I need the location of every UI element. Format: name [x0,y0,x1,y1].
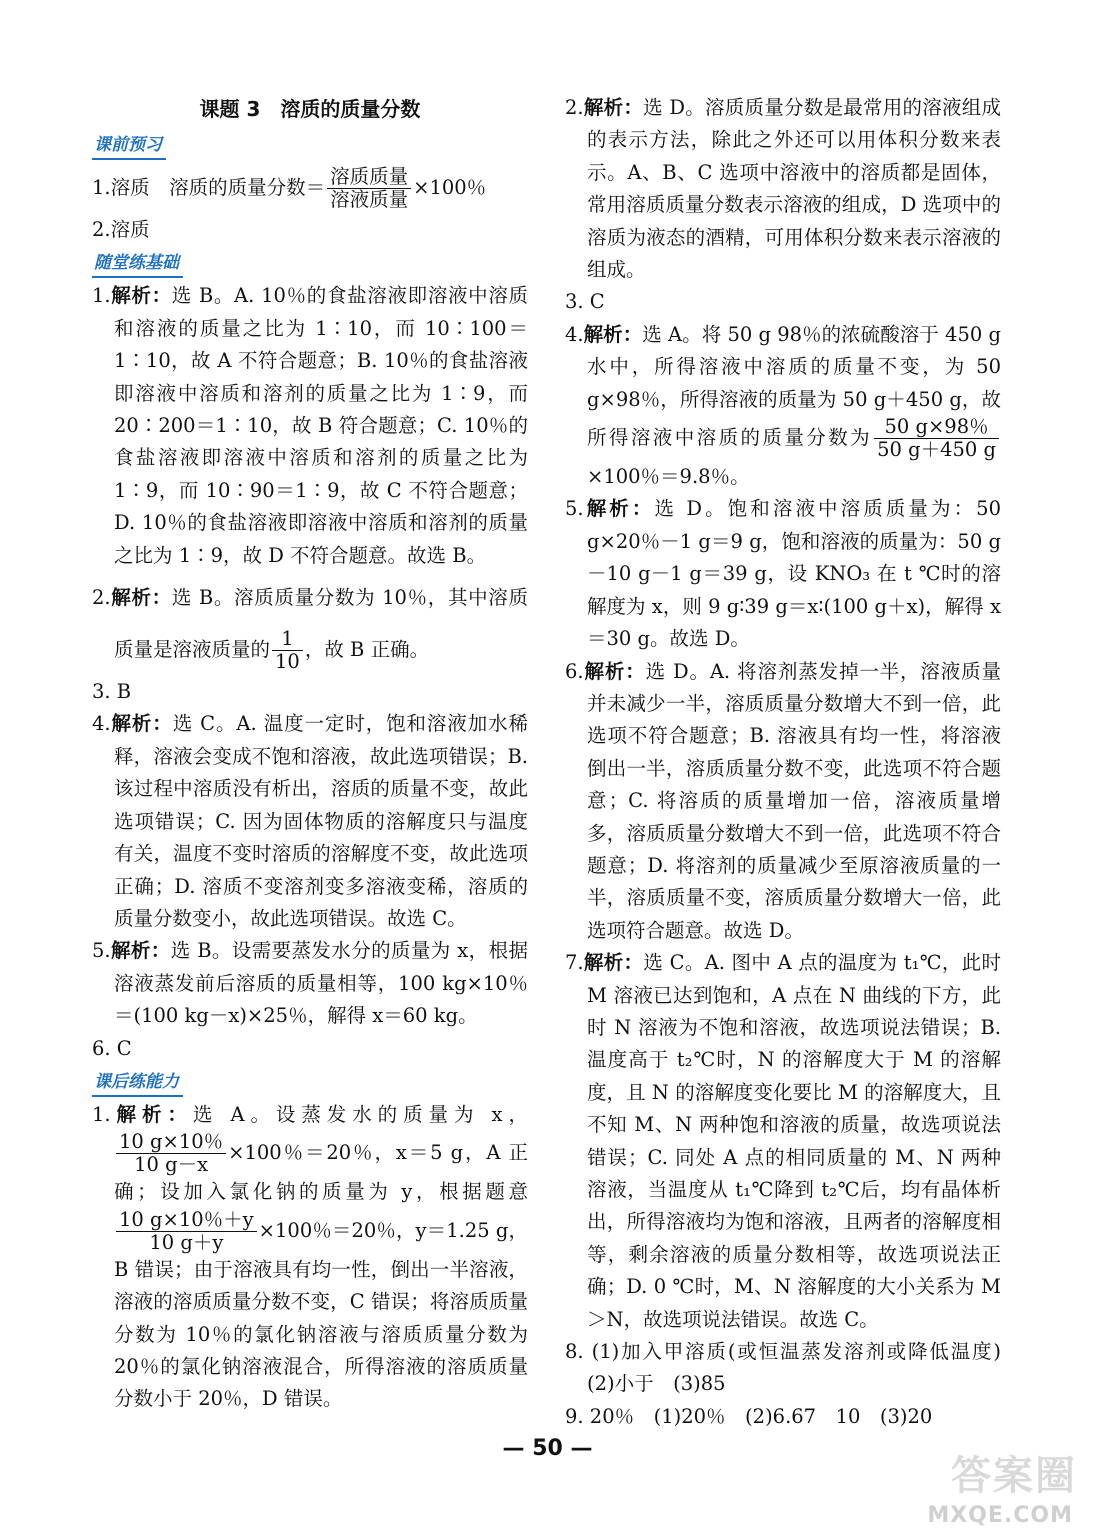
analysis-label: 解析： [583,659,646,683]
analysis-label: 解析： [583,96,644,119]
fraction-denominator: 10 g＋y [149,1230,224,1254]
item-number: 2. [92,586,111,610]
fraction-add-salt [116,1209,257,1254]
right-column [565,92,1021,1433]
fraction-sulfuric-acid [874,416,999,461]
basic-item-3: 3. B [92,680,132,704]
fraction-denominator: 10 [275,650,300,674]
ability-item-1 [92,1099,528,1416]
item-number: 1. [92,1102,111,1126]
analysis-label: 解析： [583,497,655,521]
analysis-label: 解析： [583,322,643,346]
ability-item-5 [565,493,1001,655]
item-text: ×100％＝20％，x＝5 g，A 正确；设加入氯化钠的质量为 y，根据题意 [114,1141,528,1204]
basic-item-5 [92,935,528,1032]
ability-item-8: 8. (1)加入甲溶质(或恒温蒸发溶剂或降低温度) (2)小于 (3)85 [565,1340,1021,1396]
preview-item-1-prefix: 1.溶质 溶质的质量分数＝ [92,176,326,199]
item-text: 选 B。设需要蒸发水分的质量为 x，根据溶液蒸发前后溶质的质量相等，100 kg×10％＝(100 kg－x)×25％，解得 x＝60 kg。 [114,939,528,1028]
basic-item-1 [92,280,528,572]
ability-item-7 [565,947,1001,1336]
item-text: 选 A。将 50 g 98％的浓硫酸溶于 450 g 水中，所得溶液中溶质的质量不变，为 50 g×98％，所得溶液的质量为 50 g＋450 g，故所得溶液中溶质的质量分数为 [587,322,1001,450]
item-number: 4. [565,322,584,346]
analysis-label: 解析： [110,284,172,308]
item-text: ×100％＝20％，y＝1.25 g，B 错误；由于溶液具有均一性，倒出一半溶液，溶液的溶质质量分数不变，C 错误；将溶质质量分数为 10％的氯化钠溶液与溶质质量分数为 20％的氯化钠溶液混合，所得溶液的溶质质量分数小于 20％，D 错误。 [114,1218,528,1411]
item-text-tail: ，故 B 正确。 [304,638,430,662]
watermark-logo [911,1444,1081,1530]
watermark-text: 答案圈 [951,1453,1077,1499]
analysis-label: 解析： [110,939,171,963]
fraction-numerator: 1 [272,628,303,651]
item-text: ×100％＝9.8％。 [587,465,750,489]
preview-item-2: 2.溶质 [92,218,150,241]
item-number: 1. [92,284,111,308]
basic-item-4 [92,708,528,935]
fraction-numerator: 10 g×10％ [116,1131,226,1154]
item-text: 选 C。A. 图中 A 点的温度为 t₁℃，此时 M 溶液已达到饱和，A 点在 N 曲线的下方，此时 N 溶液为不饱和溶液，故选项说法错误；B. 温度高于 t₂℃时，N 的溶解度大于 M 的溶解度，且 N 的溶解度变化要比 M 的溶解度大，且不知 M、N 两种饱和溶液的质量，故选项说法错误；C. 同处 A 点的相同质量的 M、N 两种溶液，当温度从 t₁℃降到 t₂℃后，均有晶体析出，所得溶液均为饱和溶液，且两者的溶解度相等，剩余溶液的质量分数相等，故选项说法正确；D. 0 ℃时，M、N 溶解度的大小关系为 M＞N，故选项说法错误。故选 C。 [587,951,1001,1331]
item-number: 4. [92,712,111,736]
section-preview: 课前预习 [92,132,166,160]
fraction-numerator: 50 g×98％ [874,416,999,439]
section-basic: 随堂练基础 [92,250,183,278]
analysis-label: 解析： [583,951,644,975]
preview-item-1 [92,162,528,214]
item-text: 选 C。A. 温度一定时，饱和溶液加水稀释，溶液会变成不饱和溶液，故此选项错误；B. 该过程中溶质没有析出，溶质的质量不变，故此选项错误；C. 因为固体物质的溶解度只与温度有关，温度不变时溶质的溶解度不变，故此选项正确；D. 溶质不变溶剂变多溶液变稀，溶质的质量分数变小，故此选项错误。故选 C。 [114,712,528,930]
item-number: 2. [565,96,584,119]
ability-item-2 [565,92,1001,286]
ability-item-4 [565,319,1001,494]
analysis-label: 解析： [110,712,173,736]
item-number: 6. [565,659,584,683]
ability-item-3: 3. C [565,290,605,314]
fraction-numerator: 10 g×10％＋y [116,1209,257,1232]
analysis-label: 解析： [110,1102,193,1126]
ability-item-6 [565,656,1001,948]
basic-item-2 [92,572,528,676]
item-text: 选 D。A. 将溶剂蒸发掉一半，溶液质量并未减少一半，溶质质量分数增大不到一倍，此选项不符合题意；B. 溶液具有均一性，将溶液倒出一半，溶质质量分数不变，此选项不符合题意；C. 将溶质的质量增加一倍，溶液质量增多，溶质质量分数增大不到一倍，此选项不符合题意；D. 将溶剂的质量减少至原溶液质量的一半，溶质质量不变，溶质质量分数增大一倍，此选项符合题意。故选 D。 [587,659,1001,942]
item-number: 5. [565,497,584,521]
item-text: 选 D。溶质质量分数是最常用的溶液组成的表示方法，除此之外还可以用体积分数来表示。A、B、C 选项中溶液中的溶质都是固体，常用溶质质量分数表示溶液的组成，D 选项中的溶质为液态的酒精，可用体积分数来表示溶液的组成。 [587,96,1001,282]
basic-item-6: 6. C [92,1036,132,1060]
preview-item-1-suffix: ×100％ [413,176,487,199]
left-column [92,92,528,1416]
page-number: — 50 — [502,1436,593,1461]
section-ability: 课后练能力 [92,1069,183,1097]
analysis-label: 解析： [110,586,172,610]
page-title: 课题 3 溶质的质量分数 [199,97,421,121]
item-text: 选 A。设蒸发水的质量为 x， [192,1102,528,1126]
ability-item-9: 9. 20％ (1)20％ (2)6.67 10 (3)20 [565,1404,933,1428]
fraction-denominator: 50 g＋450 g [877,438,996,462]
watermark-url: MXQE.COM [927,1503,1073,1528]
fraction-denominator: 10 g－x [134,1153,209,1177]
item-text: 选 B。溶质质量分数为 10％，其中溶质质量是溶液质量的 [114,586,528,662]
fraction-denominator: 溶液质量 [330,188,409,211]
item-number: 7. [565,951,584,975]
fraction-numerator: 溶质质量 [327,166,411,189]
item-text: 选 B。A. 10％的食盐溶液即溶液中溶质和溶液的质量之比为 1∶10，而 10∶100＝1∶10，故 A 不符合题意；B. 10％的食盐溶液即溶液中溶质和溶剂的质量之比为 1∶9，而 20∶200＝1∶10，故 B 符合题意；C. 10％的食盐溶液即溶液中溶质和溶剂的质量之比为 1∶9，而 10∶90＝1∶9，故 C 不符合题意；D. 10％的食盐溶液即溶液中溶质和溶剂的质量之比为 1∶9，故 D 不符合题意。故选 B。 [114,284,528,567]
item-number: 5. [92,939,111,963]
fraction-evaporation [116,1131,226,1176]
item-text: 选 D。饱和溶液中溶质质量为：50 g×20％－1 g＝9 g，饱和溶液的质量为：50 g－10 g－1 g＝39 g，设 KNO₃ 在 t ℃时的溶解度为 x，则 9 g∶39 g＝x∶(100 g＋x)，解得 x＝30 g。故选 D。 [587,497,1001,651]
fraction-mass-ratio [327,166,411,211]
fraction-one-tenth [272,628,303,673]
